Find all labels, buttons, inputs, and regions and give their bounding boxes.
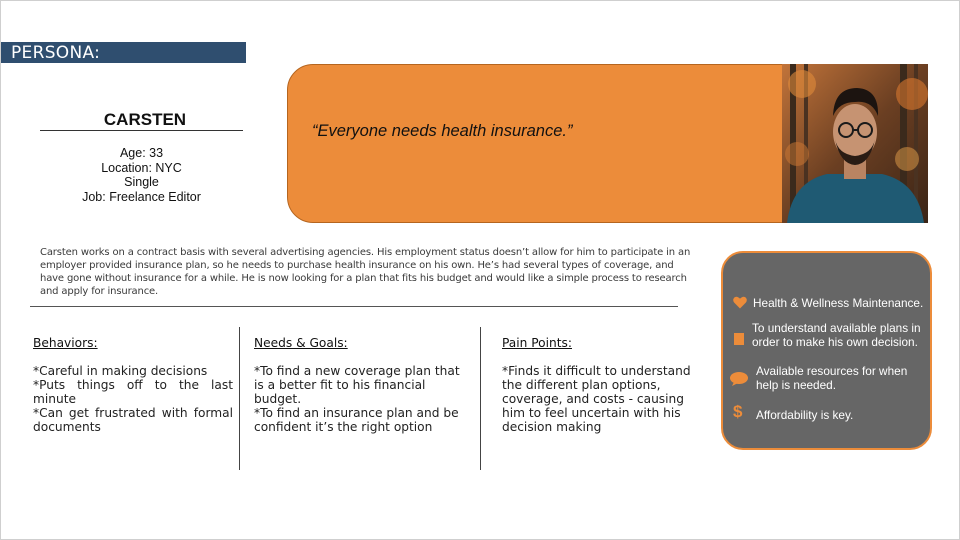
persona-details <box>40 146 243 204</box>
column-divider <box>239 327 240 470</box>
behavior-item: *Puts things off to the last minute <box>33 378 233 406</box>
panel-item-health: Health & Wellness Maintenance. <box>753 296 924 310</box>
quote-box <box>287 64 792 223</box>
name-divider <box>40 130 243 131</box>
behaviors-column <box>33 336 233 434</box>
heart-icon <box>733 296 747 309</box>
persona-job: Job: Freelance Editor <box>82 189 201 204</box>
motivations-panel <box>721 251 932 450</box>
panel-item-resources: Available resources for when help is needed. <box>756 364 908 392</box>
dollar-icon: $ <box>733 402 743 421</box>
persona-age: Age: 33 <box>119 146 164 160</box>
column-divider <box>480 327 481 470</box>
persona-status: Single <box>124 175 159 189</box>
persona-banner <box>1 42 246 63</box>
speech-bubble-icon <box>730 372 748 386</box>
pain-points-column <box>502 336 692 434</box>
needs-goals-item: *To find a new coverage plan that is a better fit to his financial budget. <box>254 364 460 406</box>
persona-quote: “Everyone needs health insurance.” <box>312 122 573 140</box>
persona-location: Location: NYC <box>101 160 182 175</box>
persona-name: CARSTEN <box>103 110 187 129</box>
behavior-item: *Careful in making decisions <box>33 364 208 378</box>
panel-item-affordability: Affordability is key. <box>756 408 854 422</box>
persona-banner-label: PERSONA: <box>11 43 101 63</box>
persona-photo <box>782 64 928 223</box>
persona-bio: Carsten works on a contract basis with several advertising agencies. His employment status doesn’t allow for him to participate in an employer provided insurance plan, so he needs to purchase health insurance on his own. He’s had several types of coverage, and have gone without insurance for a while. He is now looking for a plan that fits his budget and would like a simple process to research and apply for insurance. <box>40 247 691 297</box>
needs-goals-title: Needs & Goals: <box>254 336 348 350</box>
bio-divider <box>30 306 678 307</box>
behavior-item: *Can get frustrated with formal documents <box>33 406 233 434</box>
persona-photo-illustration <box>782 64 928 223</box>
panel-item-understand: To understand available plans in order to make his own decision. <box>752 321 921 349</box>
needs-goals-column <box>254 336 466 434</box>
needs-goals-item: *To find an insurance plan and be confident it’s the right option <box>254 406 459 434</box>
behaviors-title: Behaviors: <box>33 336 98 350</box>
square-icon <box>734 333 744 345</box>
pain-point-item: *Finds it difficult to understand the different plan options, coverage, and costs - causing him to feel uncertain with his decision making <box>502 364 691 434</box>
pain-points-title: Pain Points: <box>502 336 572 350</box>
